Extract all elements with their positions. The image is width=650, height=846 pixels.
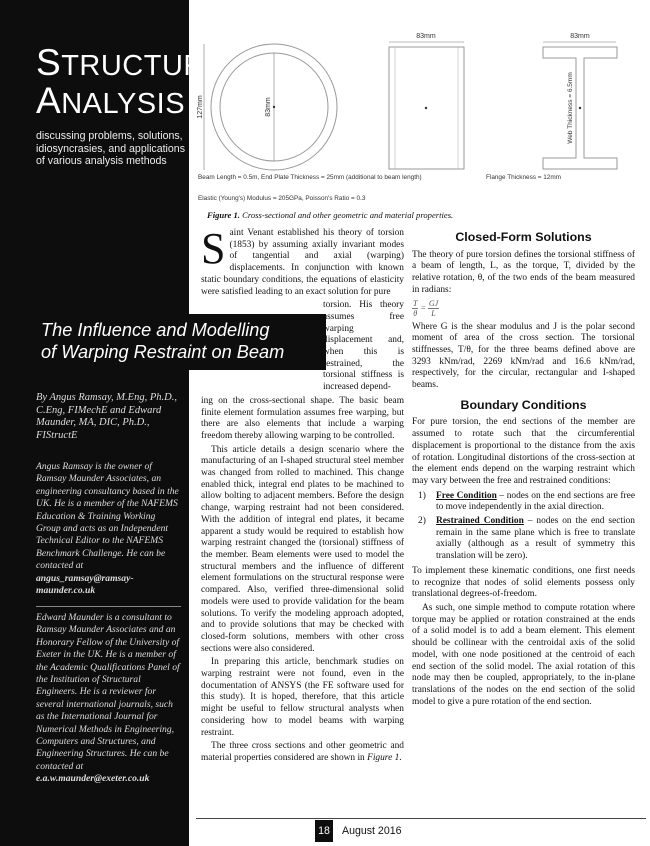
circular-section [197, 44, 337, 170]
list-item: 2) Restrained Condition – nodes on the end section remain in the same plane which is free to translate axially (although as a result of symmetry this translation will be zero). [418, 516, 635, 562]
flange-thickness-label: Flange Thickness = 12mm [486, 174, 562, 181]
intro-paragraph-end: ing on the cross-sectional shape. The basic beam finite element formulation assumes free warping, but there are also elements that include a warping freedom thereby allowing warping to be controlled. [201, 395, 404, 441]
figure-caption: Figure 1. Cross-sectional and other geometric and material properties. [207, 210, 454, 220]
cross-section-diagram [196, 22, 644, 217]
heading-closed-form: Closed-Form Solutions [455, 230, 592, 244]
web-thickness-label: Web Thickness = 6.5mm [567, 72, 574, 144]
material-properties-label: Elastic (Young's) Modulus = 205GPa, Poisson's Ratio = 0.3 [198, 195, 366, 202]
intro-paragraph-wrap: torsion. His theory assumes free warping displacement and, when this is restrained, the torsional stiffness is increased depend- [323, 300, 404, 393]
dim-rect-width: 83mm [416, 33, 436, 40]
bio-divider [36, 606, 181, 607]
column-title-line1: STRUCTURAL [36, 42, 242, 83]
paragraph-kinematic: To implement these kinematic conditions, one first needs to recognize that nodes of solid elements possess only translational degrees-of-freedom. [412, 565, 635, 600]
figure-reference[interactable]: Figure 1 [367, 752, 400, 763]
page-number: 18 [315, 820, 333, 842]
article-column-middle [201, 224, 404, 767]
paragraph-stiffness-values: Where G is the shear modulus and J is the polar second moment of area of the cross section. The torsional stiffnesses, T/θ, for the three beams defined above are 3293 kNm/rad, 2269 kNm/rad and 16.6 kNm/rad, respectively, for the circular, rectangular and I-shaped beams. [412, 321, 635, 391]
intro-paragraph-start: Saint Venant established his theory of torsion (1853) by assuming axially invariant modes of tangential and axial (warping) displacements. In conjunction with known static boundary conditions, the equations of elasticity were satisfied leading to an exact solution for pure [201, 224, 404, 297]
i-beam-section [543, 33, 617, 169]
paragraph-torsion-theory: The theory of pure torsion defines the torsional stiffness of a beam of length, L, as the torque, T, divided by the relative rotation, θ, of the two ends of the beam measured in radians: [412, 249, 635, 295]
author-byline: By Angus Ramsay, M.Eng, Ph.D., C.Eng, FIMechE and Edward Maunder, MA, DIC, Ph.D., FIStructE [36, 392, 177, 441]
column-subtitle: discussing problems, solutions, idiosyncrasies, and applications of various analysis methods [36, 130, 185, 167]
condition-list [418, 491, 635, 563]
rectangular-section [389, 33, 464, 169]
dim-circle-diameter: 83mm [265, 97, 272, 117]
heading-boundary-conditions: Boundary Conditions [460, 397, 587, 412]
paragraph-end-sections: For pure torsion, the end sections of the member are assumed to rotate such that the circumferential displacement is proportional to the distance from the axis of rotation. Longitudinal distortions of the cross-section at the element ends depend on the warping restraint which may vary between the free and restrained conditions: [412, 417, 635, 486]
article-title-line2: of Warping Restraint on Beam [41, 342, 285, 362]
article-column-right [412, 228, 635, 710]
list-item: 1) Free Condition – nodes on the end sections are free to move independently in the axial direction. [418, 490, 635, 513]
figure-cross-sections [196, 22, 644, 217]
author-email-maunder[interactable]: e.a.w.maunder@exeter.co.uk [36, 773, 150, 785]
paragraph-beam-element: As such, one simple method to compute rotation where torque may be applied or rotation constrained at the ends of a solid model is to add a beam element. This element should be collinear with the centroidal axis of the solid model, with one node positioned at the centroid of each end section of the solid model. The axial rotation of this node may then be coupled, appropriately, to the in-plane translations of the nodes on the end section of the solid model to give a pure rotation of the end section. [412, 602, 635, 707]
paragraph-cross-sections: The three cross sections and other geometric and material properties considered are shown in Figure 1. [201, 741, 404, 763]
author-bio-maunder: Edward Maunder is a consultant to Ramsay Maunder Associates and an Honorary Fellow of the University of Exeter in the UK. He is a member of the Academic Qualifications Panel of the Institution of Structural Engineers. He is a reviewer for several international journals, such as the International Journal for Numerical Methods in Engineering, Computers and Structures, and Engineering Structures. He can be contacted at e.a.w.maunder@exeter.co.uk [36, 612, 180, 785]
drop-cap: S [201, 224, 226, 273]
paragraph-benchmark: In preparing this article, benchmark studies on warping restraint were not found, even in the documentation of ANSYS (the FE software used for this study). It is hoped, therefore, that this article might be useful to fellow structural analysts when considering how to model beams with warping restraint. [201, 657, 404, 738]
issue-date: August 2016 [342, 825, 402, 837]
torsion-formula: $\frac{T}{\theta}$ = $\frac{GJ}{L}$ [413, 298, 439, 318]
dim-ibeam-width: 83mm [570, 33, 590, 40]
article-title-line1: The Influence and Modelling [41, 320, 270, 340]
column-title-line2: ANALYSIS [36, 80, 186, 121]
author-email-ramsay[interactable]: angus_ramsay@ramsay-maunder.co.uk [36, 572, 134, 597]
author-bio-ramsay: Angus Ramsay is the owner of Ramsay Maunder Associates, an engineering consultancy based in the UK. He is a member of the NAFEMS Education & Training Working Group and acts as an Independent Technical Editor to the NAFEMS Benchmark Challenge. He can be contacted at angus_ramsay@ramsay-maunder.co.uk [36, 461, 179, 597]
beam-length-label: Beam Length = 0.5m, End Plate Thickness = 25mm (additional to beam length) [198, 174, 422, 181]
dim-height: 127mm [197, 95, 204, 119]
paragraph-design-scenario: This article details a design scenario where the manufacturing of an I-shaped structural steel member was changed from rolled to machined. This change enabled thick, integral end plates to be machined to allow bolting to adjacent members. Before the design change, warping restraint had not been considered. With the addition of integral end plates, it became apparent a study would be required to establish how warping restraint changed the (torsional) stiffness of the member. Beam elements were used to model the structural members and the influence of different element formulations on the structural response were compared. Also, verified three-dimensional solid models were used to provide validation for the beam solutions. To verify the modeling approach adopted, and to provide solutions that may be checked with closed-form solutions, members with other cross sections were also considered. [201, 444, 404, 654]
footer-rule [196, 818, 646, 819]
